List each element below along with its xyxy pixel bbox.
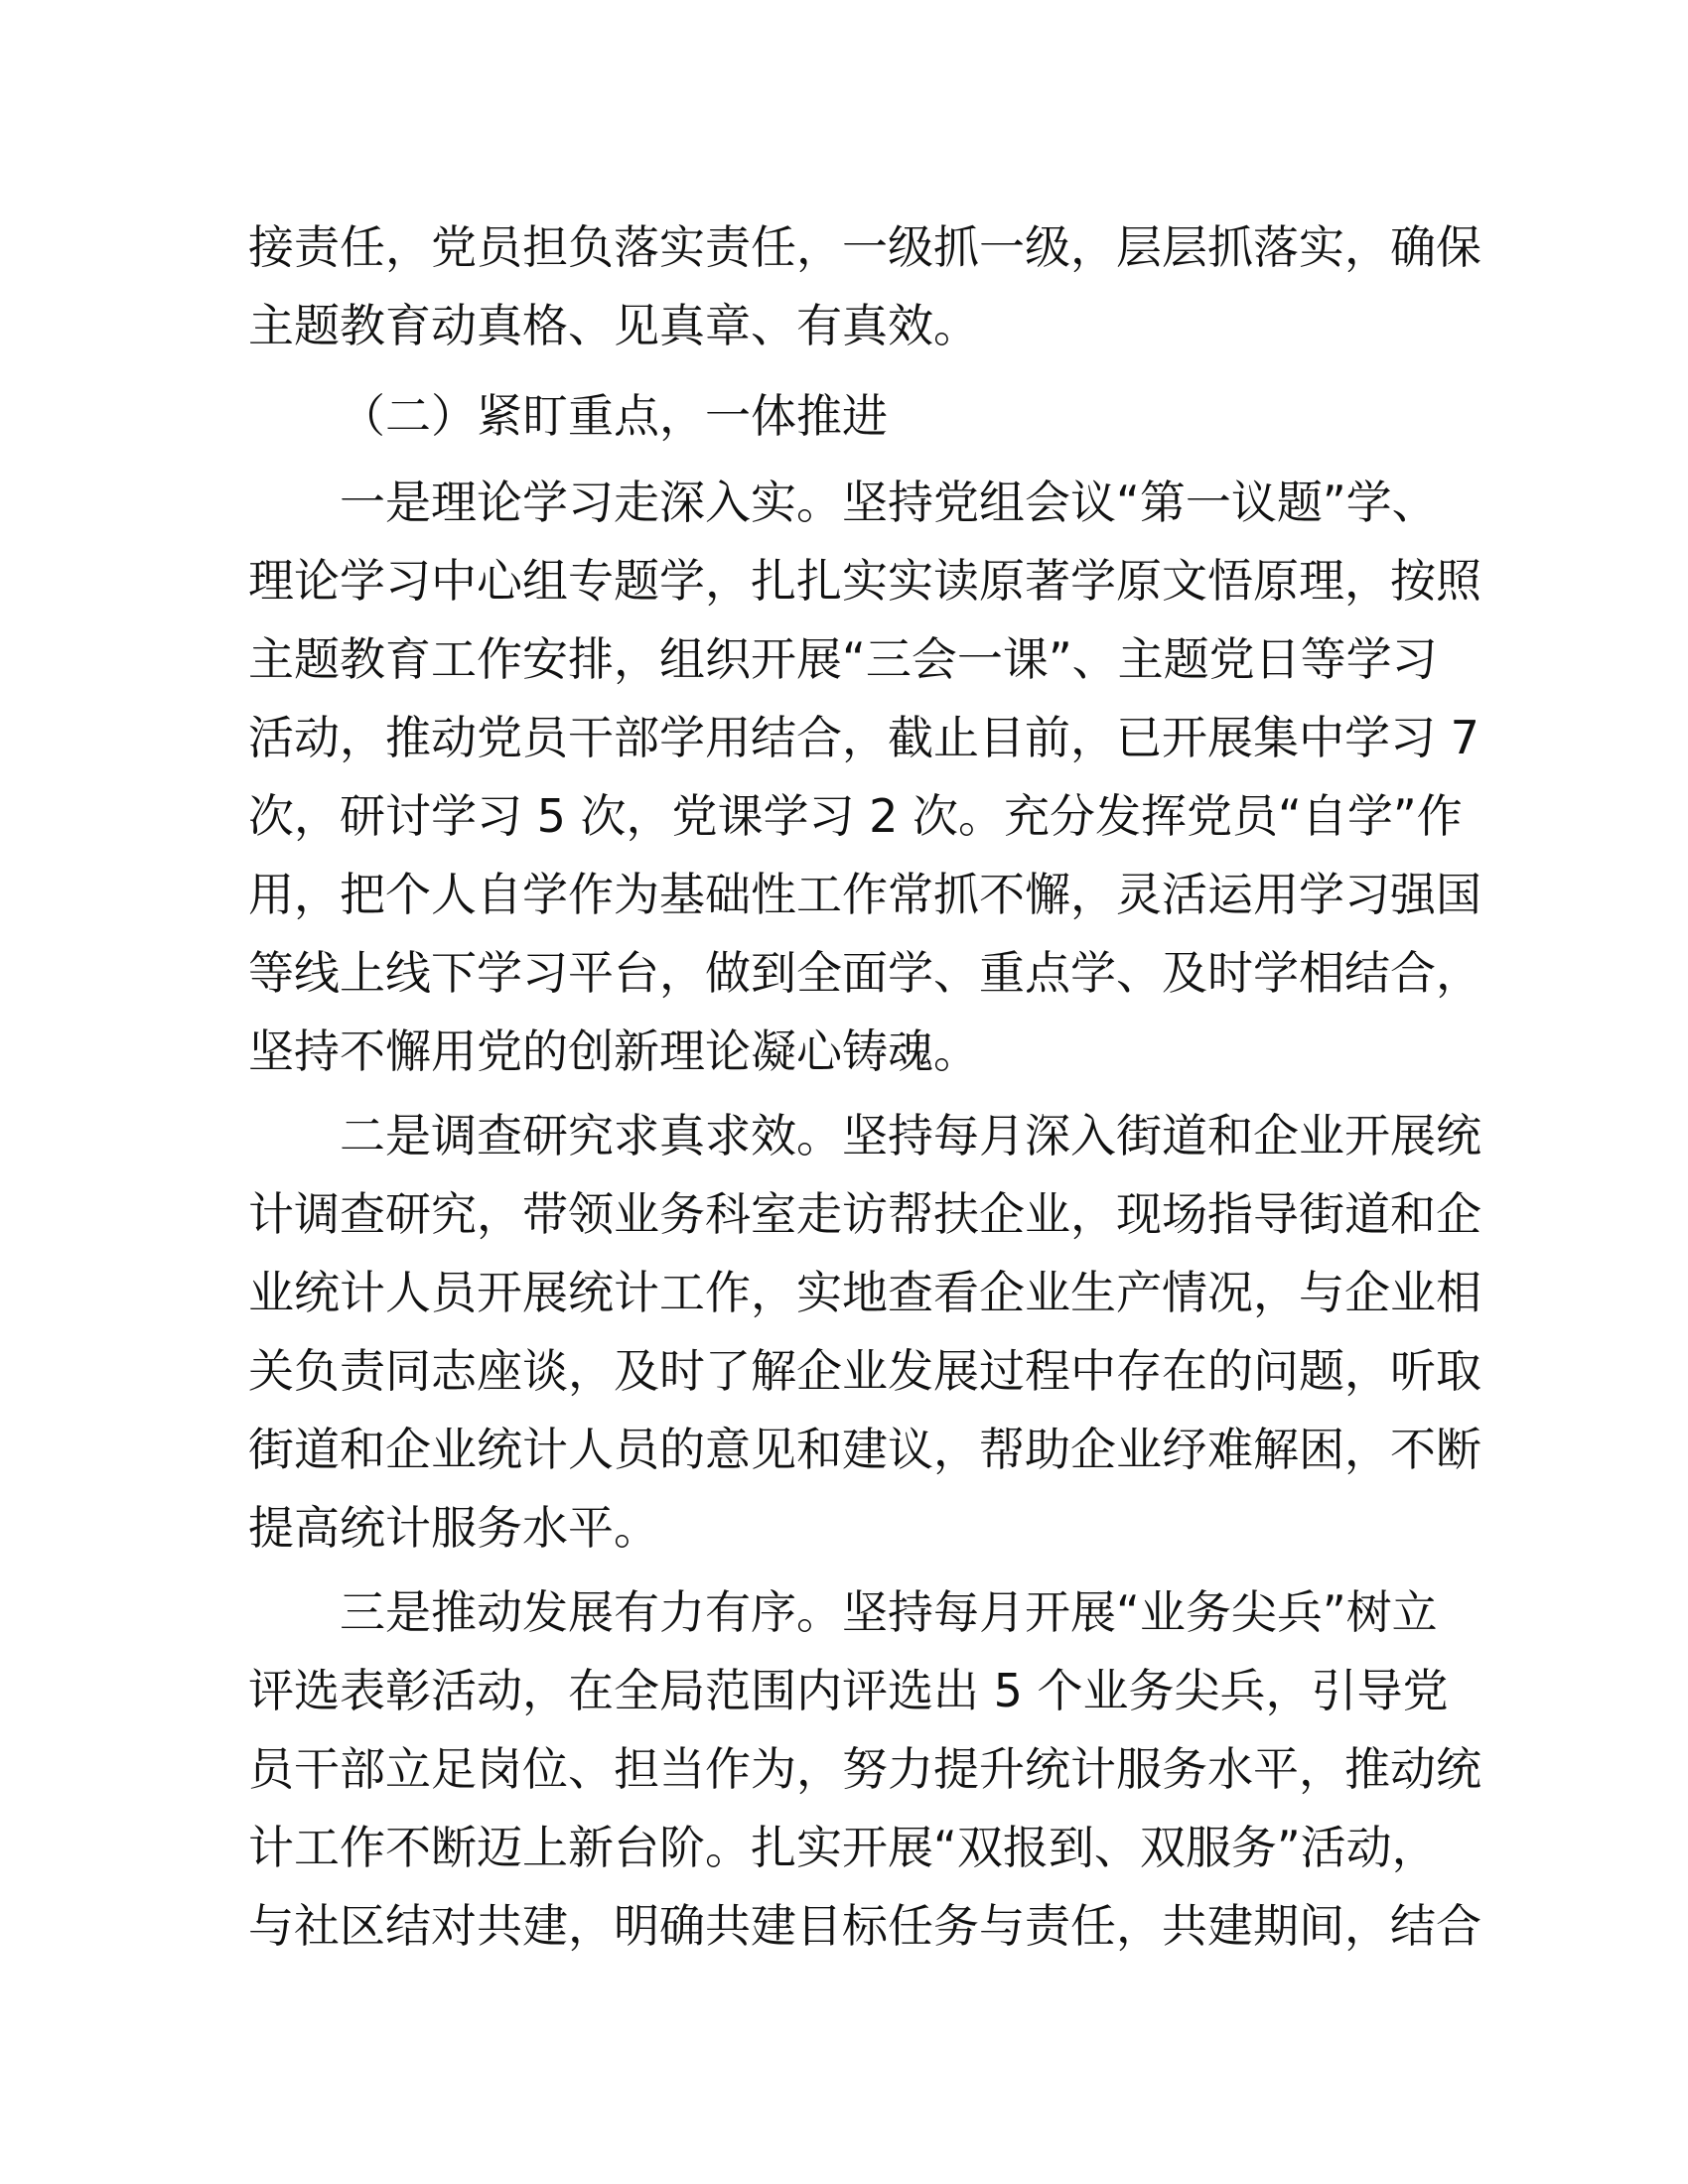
text-line: 理论学习中心组专题学，扎扎实实读原著学原文悟原理，按照 xyxy=(248,554,1481,608)
paragraph-research xyxy=(248,1097,1481,1568)
text-line: 用，把个人自学作为基础性工作常抓不懈，灵活运用学习强国 xyxy=(248,868,1481,921)
text-line: 活动，推动党员干部学用结合，截止目前，已开展集中学习 7 xyxy=(248,711,1479,764)
text-line: 坚持不懈用党的创新理论凝心铸魂。 xyxy=(248,1024,979,1078)
text-line: 业统计人员开展统计工作，实地查看企业生产情况，与企业相 xyxy=(248,1266,1481,1319)
paragraph-theory-study xyxy=(248,464,1481,1091)
text-line: 计工作不断迈上新台阶。扎实开展“双报到、双服务”活动， xyxy=(248,1821,1438,1874)
text-line: 接责任，党员担负落实责任，一级抓一级，层层抓落实，确保 xyxy=(248,220,1481,274)
text-line: 等线上线下学习平台，做到全面学、重点学、及时学相结合， xyxy=(248,946,1481,1000)
text-line: 与社区结对共建，明确共建目标任务与责任，共建期间，结合 xyxy=(248,1899,1481,1953)
text-line: 评选表彰活动，在全局范围内评选出 5 个业务尖兵，引导党 xyxy=(248,1664,1449,1717)
text-line: 关负责同志座谈，及时了解企业发展过程中存在的问题，听取 xyxy=(248,1344,1481,1398)
text-line: 计调查研究，带领业务科室走访帮扶企业，现场指导街道和企 xyxy=(248,1187,1481,1241)
paragraph-development xyxy=(248,1573,1481,1966)
text-line: 次，研讨学习 5 次，党课学习 2 次。充分发挥党员“自学”作 xyxy=(248,789,1463,843)
text-line: 街道和企业统计人员的意见和建议，帮助企业纾难解困，不断 xyxy=(248,1423,1481,1476)
section-heading: （二）紧盯重点，一体推进 xyxy=(340,389,888,443)
text-line: 二是调查研究求真求效。坚持每月深入街道和企业开展统 xyxy=(340,1109,1481,1162)
text-line: 一是理论学习走深入实。坚持党组会议“第一议题”学、 xyxy=(340,476,1438,529)
text-line: 主题教育动真格、见真章、有真效。 xyxy=(248,299,979,352)
text-line: 主题教育工作安排，组织开展“三会一课”、主题党日等学习 xyxy=(248,632,1438,686)
document-body xyxy=(248,208,1481,1966)
text-line: 员干部立足岗位、担当作为，努力提升统计服务水平，推动统 xyxy=(248,1742,1481,1796)
text-line: 三是推动发展有力有序。坚持每月开展“业务尖兵”树立 xyxy=(340,1585,1438,1639)
text-line: 提高统计服务水平。 xyxy=(248,1501,659,1555)
continuation-paragraph xyxy=(248,208,1481,365)
